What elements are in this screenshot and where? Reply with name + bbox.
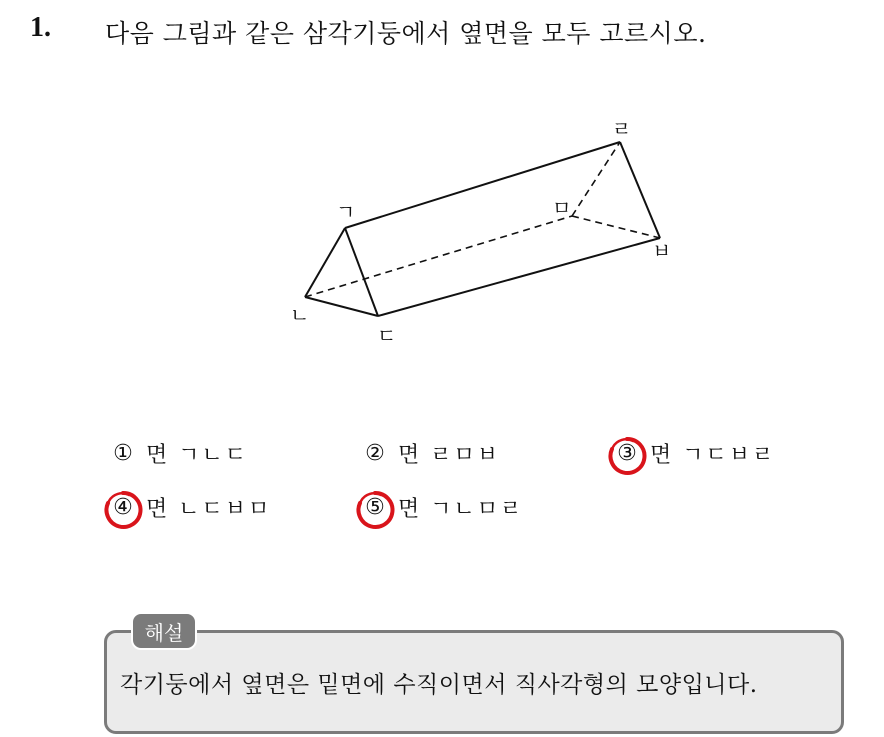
edge-n-d <box>305 297 378 316</box>
edge-m-r <box>572 142 620 216</box>
choice-1-marker: ① <box>113 440 133 466</box>
choice-3-marker: ③ <box>617 440 637 466</box>
choice-4-marker: ④ <box>113 494 133 520</box>
choice-5[interactable] <box>360 490 523 524</box>
choice-4-label: 면 ㄴㄷㅂㅁ <box>146 496 272 522</box>
vertex-label-n: ㄴ <box>290 303 310 327</box>
choice-2[interactable] <box>360 436 500 470</box>
choice-4[interactable] <box>108 490 271 524</box>
solution-tab: 해설 <box>131 612 197 650</box>
edge-g-n <box>305 228 345 297</box>
edge-d-b <box>378 238 660 316</box>
choice-3[interactable] <box>612 436 775 470</box>
question-text: 다음 그림과 같은 삼각기둥에서 옆면을 모두 고르시오. <box>105 19 707 48</box>
choice-5-marker: ⑤ <box>365 494 385 520</box>
vertex-label-b: ㅂ <box>652 239 672 263</box>
choice-2-marker: ② <box>365 440 385 466</box>
solution-text: 각기둥에서 옆면은 밑면에 수직이면서 직사각형의 모양입니다. <box>120 672 758 698</box>
choice-1-label: 면 ㄱㄴㄷ <box>146 442 249 468</box>
question-number: 1. <box>30 12 51 43</box>
vertex-label-m: ㅁ <box>552 196 572 220</box>
edge-g-r <box>345 142 620 228</box>
vertex-label-g: ㄱ <box>336 200 356 224</box>
choice-3-label: 면 ㄱㄷㅂㄹ <box>650 442 776 468</box>
vertex-label-r: ㄹ <box>612 117 632 141</box>
edge-m-b <box>572 216 660 238</box>
edge-g-d <box>345 228 378 316</box>
choice-2-label: 면 ㄹㅁㅂ <box>398 442 501 468</box>
choice-1[interactable] <box>108 436 248 470</box>
vertex-label-d: ㄷ <box>377 324 397 348</box>
choice-5-label: 면 ㄱㄴㅁㄹ <box>398 496 524 522</box>
edge-r-b <box>620 142 660 238</box>
